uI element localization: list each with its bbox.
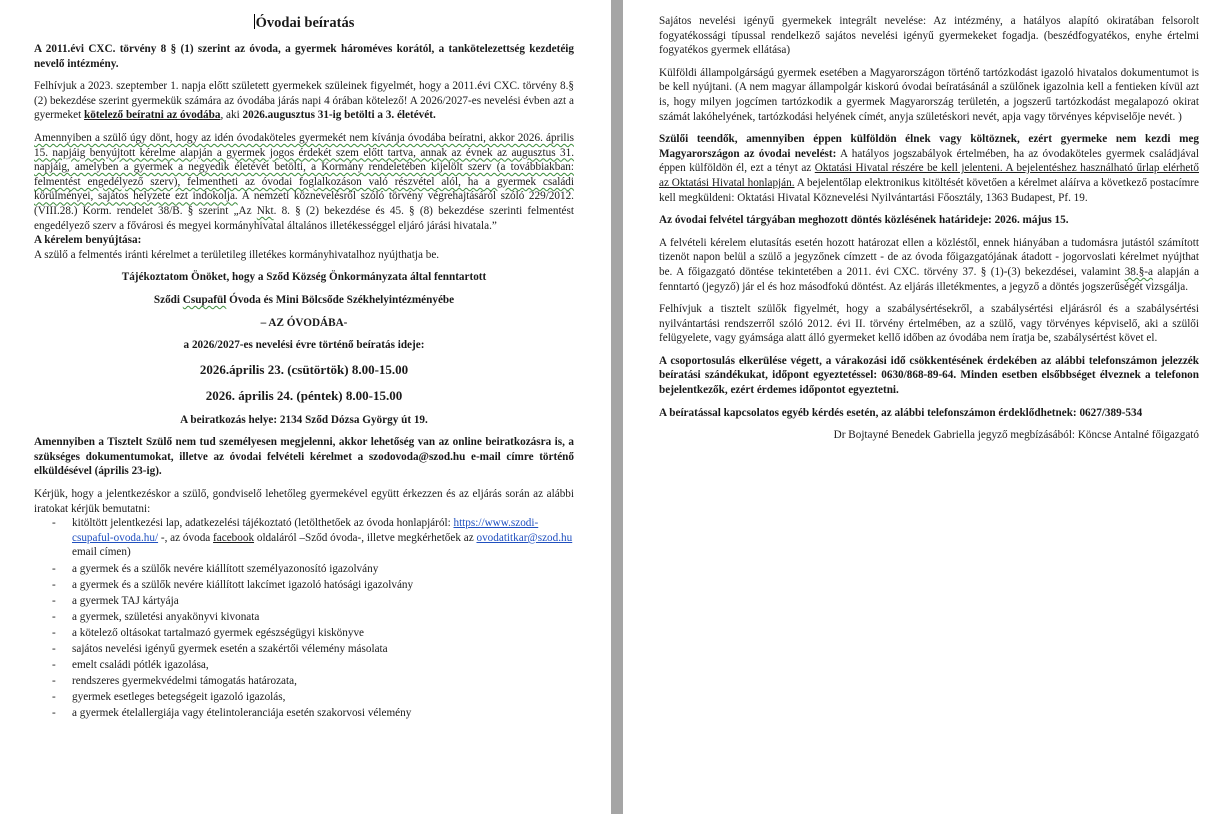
exemption-wavy-text: Amennyiben a szülő úgy dönt, hogy az idén óvodaköteles gyermekét nem kívánja óvodába beíratni, akkor 2026. április 15. napjáig benyújtott kérelme alapján a gyermek jogos érdekét szem előtt tartva, annak az évnek az augusztus 31. napjáig, amelyben a gyermek a negyedik életévét betölti, a Kormány rendeletében kijelölt szerv (a továbbiakban: felmentést engedélyező szerv), felmentheti az óvodai foglalkozáson való részvétel alól, ha a gyermek családi körülményei, sajátos helyzete ezt indokolja. <box>34 131 574 203</box>
abroad-paragraph <box>659 132 1199 205</box>
website-link[interactable]: https://www.szodi-csupaful-ovoda.hu/ <box>72 517 539 544</box>
request-heading: A kérelem benyújtása: <box>34 234 142 247</box>
abroad-heading: Szülői teendők, amennyiben éppen külföldön élnek vagy költöznek, ezért gyermeke nem kezdi meg Magyarországon az óvodai nevelést: <box>659 133 1199 160</box>
sni-paragraph: Sajátos nevelési igényű gyermekek integrált nevelése: Az intézmény, a hatályos alapító okiratában felsorolt fogyatékossági típussal rendelkező sajátos nevelési igényű gyermekeket fogadja. (beszédfogyatékos, enyhe értelmi fogyatékos gyermek ellátása) <box>659 15 1199 57</box>
list-item: - gyermek esetleges betegségeit igazoló igazolás, <box>52 690 574 705</box>
abroad-text-b: A bejelentőlap elektronikus kitöltését követően a kérelmet aláírva a következő postacímre kell megküldeni: Oktatási Hivatal Köznevelési Nyilvántartási Főosztály, 1363 Budapest, Pf. 19. <box>659 176 1199 204</box>
info-line-2-b: Csupafül <box>182 293 227 306</box>
request-text: A szülő a felmentés iránti kérelmet a területileg illetékes kormányhivatalhoz nyújthatja be. <box>34 248 440 261</box>
list-item: - emelt családi pótlék igazolása, <box>52 658 574 673</box>
doc-first-c: oldaláról –Sződ óvoda-, illetve megkérhetőek az <box>254 531 474 544</box>
page-title <box>34 14 574 32</box>
appeal-paragraph <box>659 236 1199 294</box>
info-line-4: a 2026/2027-es nevelési évre történő beíratás ideje: <box>183 339 425 352</box>
page-title-text: Óvodai beíratás <box>255 15 355 31</box>
abroad-text-a: A hatályos jogszabályok értelmében, ha az óvodaköteles gyermek családjával éppen külföldön él, ezt a tényt az <box>659 147 1199 175</box>
info-line-3: – AZ ÓVODÁBA- <box>260 316 348 329</box>
info-line-2-c: Óvoda és Mini Bölcsőde Székhelyintézményébe <box>229 293 455 306</box>
p1-date: 2026.augusztus 31-ig betölti a 3. életévét. <box>242 109 436 122</box>
decision-deadline: Az óvodai felvétel tárgyában meghozott döntés közlésének határideje: 2026. május 15. <box>659 214 1069 227</box>
exemption-text-a: A nemzeti köznevelésről szóló törvény végrehajtásáról szóló 229/2012. (VIII.28.) Korm. rendelet 38/B. § szerint „Az <box>34 190 574 217</box>
p1-emphasis: kötelező beíratni az óvodába <box>84 109 221 122</box>
law-heading: A 2011.évi CXC. törvény 8 § (1) szerint az óvoda, a gyermek hároméves korától, a tankötelezettség kezdetéig nevelő intézmény. <box>34 43 574 70</box>
exemption-text-b: . 8. § (2) bekezdése és 45. § (8) bekezdése szerinti felmentést engedélyező szerv a fővárosi és megyei kormányhivatal általános illetékességgel eljáró járási hivatala.” <box>34 204 574 232</box>
contact-paragraph: A beíratással kapcsolatos egyéb kérdés esetén, az alábbi telefonszámon érdeklődhetnek: 0627/389-534 <box>659 406 1143 419</box>
info-line-1: Tájékoztatom Önöket, hogy a Sződ Község Önkormányzata által fenntartott <box>121 271 487 284</box>
enrollment-date-1: 2026.április 23. (csütörtök) 8.00-15.00 <box>199 361 409 377</box>
right-page[interactable] <box>623 0 1232 814</box>
page-gutter <box>611 0 623 814</box>
enrollment-location: A beiratkozás helye: 2134 Sződ Dózsa György út 19. <box>180 413 428 426</box>
exemption-paragraph <box>34 131 574 233</box>
doc-first-a: kitöltött jelentkezési lap, adatkezelési tájékoztató (letölthetőek az óvoda honlapjáról: <box>72 517 451 530</box>
phone-appointment-paragraph: A csoportosulás elkerülése végett, a várakozási idő csökkentésének érdekében az alábbi telefonszámon jelezzék beíratási szándékukat, időpont egyeztetéssel: 0630/868-89-64. Minden esetben elsőbbséget élveznek a telefonon bejelentkezők, ezért érdemes időpontot egyeztetni. <box>659 354 1199 397</box>
signature: Dr Bojtayné Benedek Gabriella jegyző megbízásából: Köncse Antalné főigazgató <box>833 429 1199 442</box>
doc-first-d: email címen) <box>72 546 131 559</box>
text-cursor <box>254 14 255 29</box>
list-item: - a kötelező oltásokat tartalmazó gyermek egészségügyi kiskönyve <box>52 626 574 641</box>
doc-first-b: -, az óvoda <box>158 531 211 544</box>
enrollment-date-2: 2026. április 24. (péntek) 8.00-15.00 <box>205 387 403 403</box>
appeal-wavy: 38.§-a <box>1124 265 1153 278</box>
list-item: - a gyermek, születési anyakönyvi kivonata <box>52 610 574 625</box>
email-link[interactable]: ovodatitkar@szod.hu <box>476 531 573 544</box>
info-line-2-a: Sződi <box>153 293 180 306</box>
documents-request: Kérjük, hogy a jelentkezéskor a szülő, gondviselő lehetőleg gyermekével együtt érkezzen és az eljárás során az alábbi iratokat kérjük bemutatni: <box>34 488 574 515</box>
nkt-abbrev: Nkt <box>256 204 274 217</box>
p1-text: Felhívjuk a 2023. szeptember 1. napja előtt született gyermekek szüleinek figyelmét, hogy a 2011.évi CXC. törvény 8.§ (2) bekezdése szerint gyermekük számára az óvodába járás napi 4 órában kötelező! A 2026/2027-es nevelési évben azt a gyermeket <box>34 80 574 122</box>
list-item: - sajátos nevelési igényű gyermek esetén a szakértői vélemény másolata <box>52 642 574 657</box>
foreign-citizen-paragraph: Külföldi állampolgárságú gyermek esetében a Magyarországon történő tartózkodást igazoló hivatalos dokumentumot is be kell nyújtani. (A nem magyar állampolgár kiskorú óvodai beíratásánál a szülőnek igazolnia kell a fentieken kívül azt is, hogy milyen jogcímen tartózkodik a gyermek Magyarország területén, a jogszerű tartózkodást megalapozó okirat számát lakóhelyének, tartózkodási helyének címét, anyja születéskori nevét, apja vagy törvényes képviselője nevét. ) <box>659 66 1199 123</box>
p1-mid: , aki <box>220 109 240 122</box>
online-enrollment-paragraph: Amennyiben a Tisztelt Szülő nem tud személyesen megjelenni, akkor lehetőség van az online beiratkozásra is, a szükséges dokumentumokat, illetve az óvodai felvételi kérelmet a szodovoda@szod.hu e-mail címre történő elküldésével (április 23-ig). <box>34 436 574 478</box>
info-line-2 <box>34 293 574 308</box>
left-page[interactable] <box>0 0 611 814</box>
offense-paragraph: Felhívjuk a tisztelt szülők figyelmét, hogy a szabálysértésekről, a szabálysértési eljárásról és a szabálysértési nyilvántartási rendszerről szóló 2012. évi II. törvény értelmében, az a szülő, vagy törvényes képviselő, aki a szülői felügyelete, vagy gyámsága alatt álló gyermeket kellő időben az óvodába nem íratja be, szabálysértést követ el. <box>659 303 1199 345</box>
appeal-text-a: A felvételi kérelem elutasítás esetén hozott határozat ellen a közléstől, ennek hiányában a tudomásra jutástól számított tizenöt napon belül a szülő a jegyzőnek címzett - de az óvoda főigazgatójának átadott - jogorvoslati kérelmet nyújthat be. A főigazgató döntése tekintetében a 2011. évi CXC. törvény 37. § (1)-(3) bekezdései, valamint <box>659 236 1199 278</box>
appeal-text-b: alapján a fenntartó (jegyző) jár el és hoz másodfokú döntést. Az eljárás illetékmentes, a jegyző a döntés jogszerűségét vizsgálja. <box>659 265 1200 293</box>
documents-list <box>52 516 574 721</box>
facebook-text: facebook <box>213 531 255 544</box>
right-page-content <box>659 14 1199 451</box>
list-item: - a gyermek ételallergiája vagy ételintoleranciája esetén szakorvosi vélemény <box>52 706 574 721</box>
mandatory-attendance-paragraph <box>34 79 574 123</box>
list-item: - a gyermek és a szülők nevére kiállított személyazonosító igazolvány <box>52 562 574 577</box>
list-item: - a gyermek TAJ kártyája <box>52 594 574 609</box>
list-item: - a gyermek és a szülők nevére kiállított lakcímet igazoló hatósági igazolvány <box>52 578 574 593</box>
list-item: - rendszeres gyermekvédelmi támogatás határozata, <box>52 674 574 689</box>
left-page-content <box>34 14 574 722</box>
abroad-underlined: Oktatási Hivatal részére be kell jelenteni. A bejelentéshez használható űrlap elérhető az Oktatási Hivatal honlapján. <box>659 162 1199 189</box>
list-item <box>52 516 574 560</box>
